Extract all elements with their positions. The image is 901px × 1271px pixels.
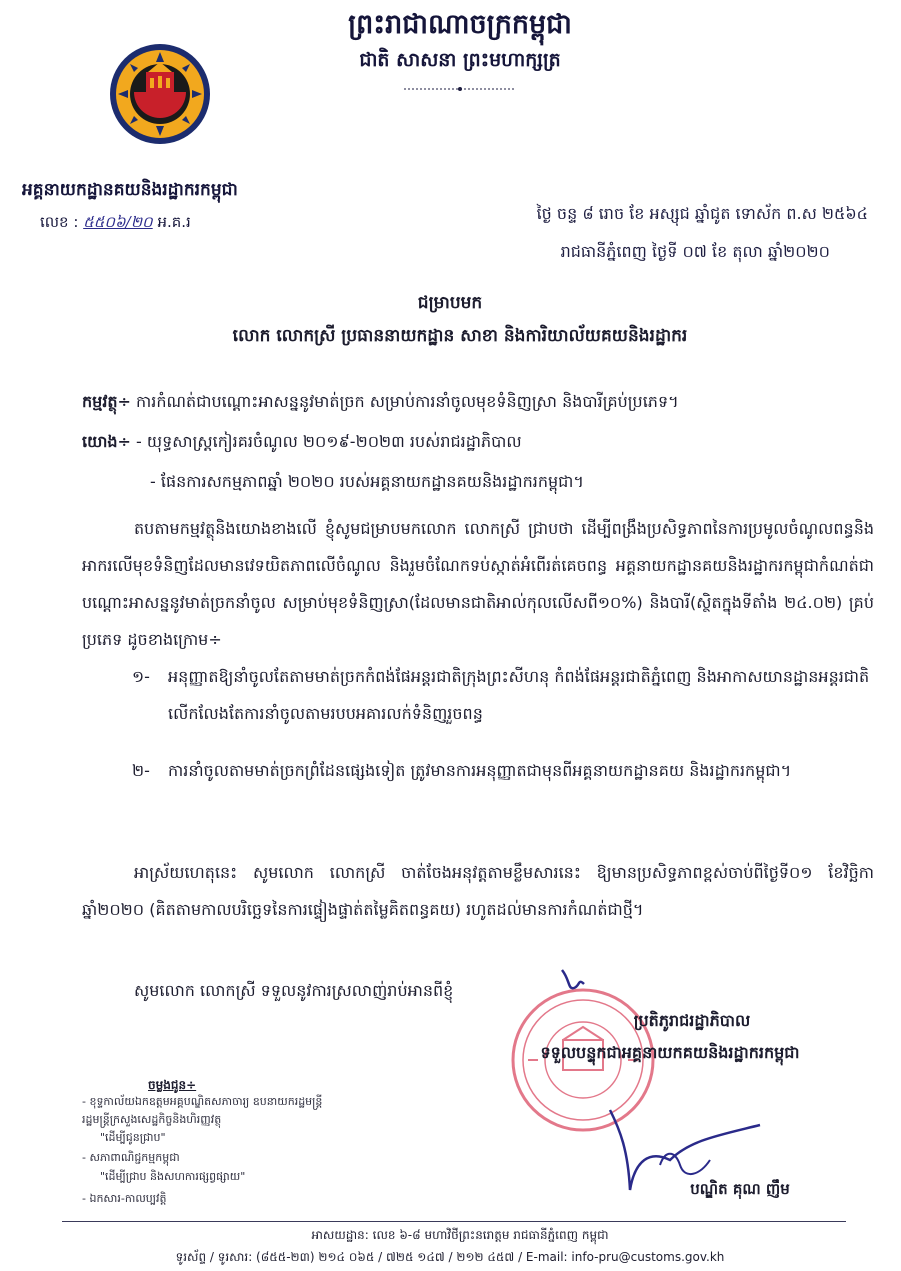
list-item-text: អនុញ្ញាតឱ្យនាំចូលតែតាមមាត់ច្រកកំពង់ផែអន្តរជាតិក្រុងព្រះសីហនុ កំពង់ផែអន្តរជាតិភ្នំពេញ និងអាកាសយានដ្ឋានអន្តរជាតិ លើកលែងតែការនាំចូលតាមរបបអគារលក់ទំនិញរួចពន្ធ — [168, 667, 870, 723]
ornament-divider — [404, 86, 516, 92]
signatory-title: ប្រតិភូរាជរដ្ឋាភិបាល — [633, 1011, 751, 1030]
recipients-heading: លោក លោកស្រី ប្រធាននាយកដ្ឋាន សាខា និងការិយាល័យគយនិងរដ្ឋាករ — [232, 326, 688, 346]
cc-line: "ដើម្បីជ្រាប និងសហការផ្សព្វផ្សាយ" — [100, 1170, 246, 1183]
reference-number — [40, 210, 340, 234]
reference-number-value: ៥៥០៦/២០ — [83, 213, 153, 231]
cc-line: - ខុទ្ទកាល័យឯកឧត្តមអគ្គបណ្ឌិតសភាចារ្យ ឧបនាយករដ្ឋមន្ត្រី — [82, 1095, 323, 1108]
handwritten-signature — [540, 960, 770, 1200]
national-motto: ជាតិ សាសនា ព្រះមហាក្សត្រ — [359, 49, 561, 71]
customs-logo — [108, 42, 212, 146]
list-item-number: ១- — [132, 667, 150, 686]
cc-line: រដ្ឋមន្ត្រីក្រសួងសេដ្ឋកិច្ចនិងហិរញ្ញវត្ថុ — [82, 1113, 222, 1126]
reference-label-heading: យោង÷ — [82, 432, 131, 451]
list-item-text: ការនាំចូលតាមមាត់ច្រកព្រំដែនផ្សេងទៀត ត្រូវមានការអនុញ្ញាតជាមុនពីអគ្គនាយកដ្ឋានគយ និងរដ្ឋាករកម្ពុជា។ — [168, 761, 792, 780]
cc-line: - ឯកសារ-កាលប្បវត្តិ — [82, 1192, 167, 1205]
reference-line-2 — [150, 466, 870, 498]
list-item-number: ២- — [132, 761, 150, 780]
kingdom-title: ព្រះរាជាណាចក្រកម្ពុជា — [348, 9, 572, 40]
cc-heading: ចម្លងជូន÷ — [148, 1078, 197, 1092]
cc-line: "ដើម្បីជូនជ្រាប" — [100, 1131, 166, 1144]
body-paragraph: តបតាមកម្មវត្ថុនិងយោងខាងលើ ខ្ញុំសូមជម្រាបមកលោក លោកស្រី ជ្រាបថា ដើម្បីពង្រឹងប្រសិទ្ធភាពនៃការប្រមូលចំណូលពន្ធនិងអាករលើមុខទំនិញដែលមានវេទយិតភាពលើចំណូល និងរួមចំណែកទប់ស្កាត់អំពើរត់គេចពន្ធ អគ្គនាយកដ្ឋានគយនិងរដ្ឋាករកម្ពុជាកំណត់ជាបណ្ដោះអាសន្ននូវមាត់ច្រកនាំចូល សម្រាប់មុខទំនិញស្រា(ដែលមានជាតិអាល់កុលលើសពី១០%) និងបារី(ស្ថិតក្នុងទីតាំង ២៤.០២) គ្រប់ប្រភេទ ដូចខាងក្រោម÷ — [82, 519, 874, 649]
list-item — [132, 752, 872, 789]
reference-label: លេខ : — [40, 213, 79, 231]
lunar-date: ថ្ងៃ ចន្ទ ៨ រោច ខែ អស្សុជ ឆ្នាំជូត ទោស័ក ព.ស ២៥៦៤ — [536, 204, 868, 223]
agency-name: អគ្គនាយកដ្ឋានគយនិងរដ្ឋាករកម្ពុជា — [22, 180, 238, 200]
signatory-position: ទទួលបន្ទុកជាអគ្គនាយកគយនិងរដ្ឋាករកម្ពុជា — [540, 1043, 800, 1062]
subject-label: កម្មវត្ថុ÷ — [82, 392, 131, 411]
footer-contact: ទូរស័ព្ទ / ទូរសារ: (៨៥៥-២៣) ២១៤ ០៦៥ / ៧២៥ ១៤៧ / ២១២ ៤៥៧ / E-mail: info-pru@customs.gov.kh — [175, 1250, 725, 1264]
solar-date: រាជធានីភ្នំពេញ ថ្ងៃទី ០៧ ខែ តុលា ឆ្នាំ២០២០ — [560, 242, 830, 261]
reference-item: - យុទ្ធសាស្ត្រកៀរគរចំណូល ២០១៩-២០២៣ របស់រាជរដ្ឋាភិបាល — [136, 432, 522, 451]
subject-text: ការកំណត់ជាបណ្ដោះអាសន្ននូវមាត់ច្រក សម្រាប់ការនាំចូលមុខទំនិញស្រា និងបារីគ្រប់ប្រភេទ។ — [136, 392, 679, 411]
footer-divider — [62, 1221, 846, 1222]
instruction-paragraph: អាស្រ័យហេតុនេះ សូមលោក លោកស្រី ចាត់ចែងអនុវត្តតាមខ្លឹមសារនេះ ឱ្យមានប្រសិទ្ធភាពខ្ពស់ចាប់ពីថ្ងៃទី០១ ខែវិច្ឆិកា ឆ្នាំ២០២០ (គិតតាមកាលបរិច្ឆេទនៃការផ្ទៀងផ្ទាត់តម្លៃគិតពន្ធគយ) រហូតដល់មានការកំណត់ជាថ្មី។ — [82, 863, 874, 919]
reference-suffix: អ.គ.រ — [157, 213, 191, 231]
reference-item: - ផែនការសកម្មភាពឆ្នាំ ២០២០ របស់អគ្គនាយកដ្ឋានគយនិងរដ្ឋាករកម្ពុជា។ — [150, 472, 584, 491]
closing-line: សូមលោក លោកស្រី ទទួលនូវការស្រលាញ់រាប់អានពីខ្ញុំ — [134, 981, 454, 1000]
cc-line: - សភាពាណិជ្ជកម្មកម្ពុជា — [82, 1151, 180, 1164]
footer-address: អាសយដ្ឋាន: លេខ ៦-៨ មហាវិថីព្រះនរោត្តម រាជធានីភ្នំពេញ កម្ពុជា — [311, 1228, 609, 1242]
list-item — [132, 658, 872, 732]
reference-line-1 — [82, 426, 872, 458]
subject-line — [82, 386, 872, 418]
signatory-name: បណ្ឌិត គុណ ញឹម — [690, 1180, 790, 1198]
salutation-heading: ជម្រាបមក — [417, 293, 483, 313]
